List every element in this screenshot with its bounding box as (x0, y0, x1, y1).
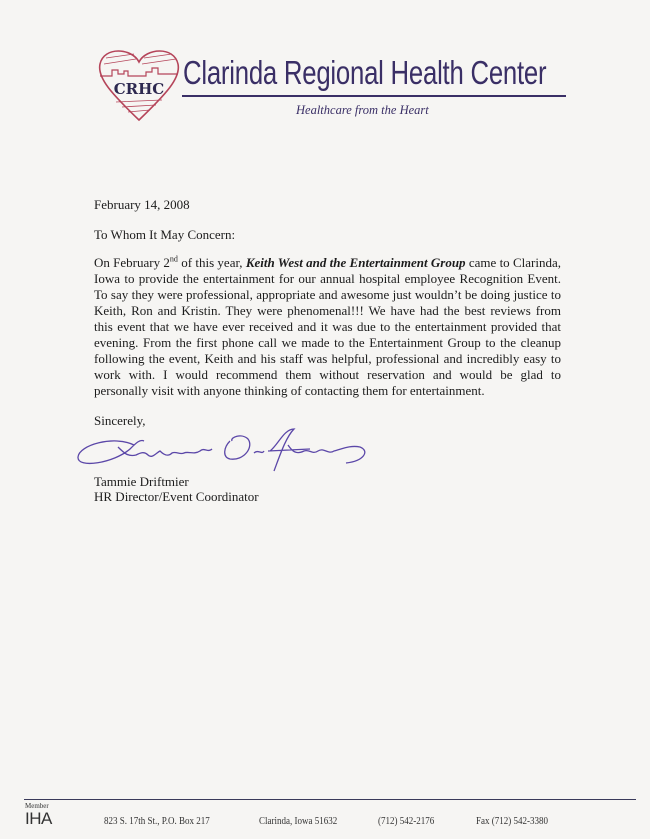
handwritten-signature (74, 425, 374, 475)
body-text: came to Clarinda, Iowa to provide the entertainment for our annual hospital employee Recognition Event. To say they were professional, appropriate and awesome just wouldn’t be doing justice to Keith, Ron and Kristin. They were phenomenal!!! We have had the best reviews from this event that we have ever received and it was due to the entertainment provided that evening. From the first phone call we made to the Entertainment Group to the cleanup following the event, Keith and his staff was helpful, professional and incredibly easy to work with. I would recommend them without reservation and would be glad to personally visit with anyone thinking of contacting them for entertainment. (94, 255, 561, 398)
letter-body (94, 255, 561, 399)
footer-fax: Fax (712) 542-3380 (476, 816, 548, 827)
tagline: Healthcare from the Heart (296, 103, 429, 117)
organization-name: Clarinda Regional Health Center (183, 54, 547, 91)
member-label: Member (25, 802, 49, 810)
emphasized-name: Keith West and the Entertainment Group (245, 255, 466, 270)
salutation: To Whom It May Concern: (94, 227, 236, 242)
signer-name: Tammie Driftmier (94, 474, 189, 489)
crhc-heart-logo (94, 44, 184, 124)
letterhead-rule (182, 95, 566, 97)
closing: Sincerely, (94, 413, 146, 428)
signer-title: HR Director/Event Coordinator (94, 489, 259, 504)
ordinal-suffix: nd (169, 254, 178, 264)
body-text: of this year, (177, 255, 246, 270)
body-text: On February 2 (94, 255, 170, 270)
footer-address: 823 S. 17th St., P.O. Box 217 (104, 816, 210, 827)
footer-rule (24, 799, 636, 800)
letter-date: February 14, 2008 (94, 197, 190, 212)
member-org: IHA (25, 809, 52, 828)
footer-phone: (712) 542-2176 (378, 816, 435, 827)
footer-city: Clarinda, Iowa 51632 (259, 816, 338, 827)
logo-text: CRHC (113, 80, 165, 98)
